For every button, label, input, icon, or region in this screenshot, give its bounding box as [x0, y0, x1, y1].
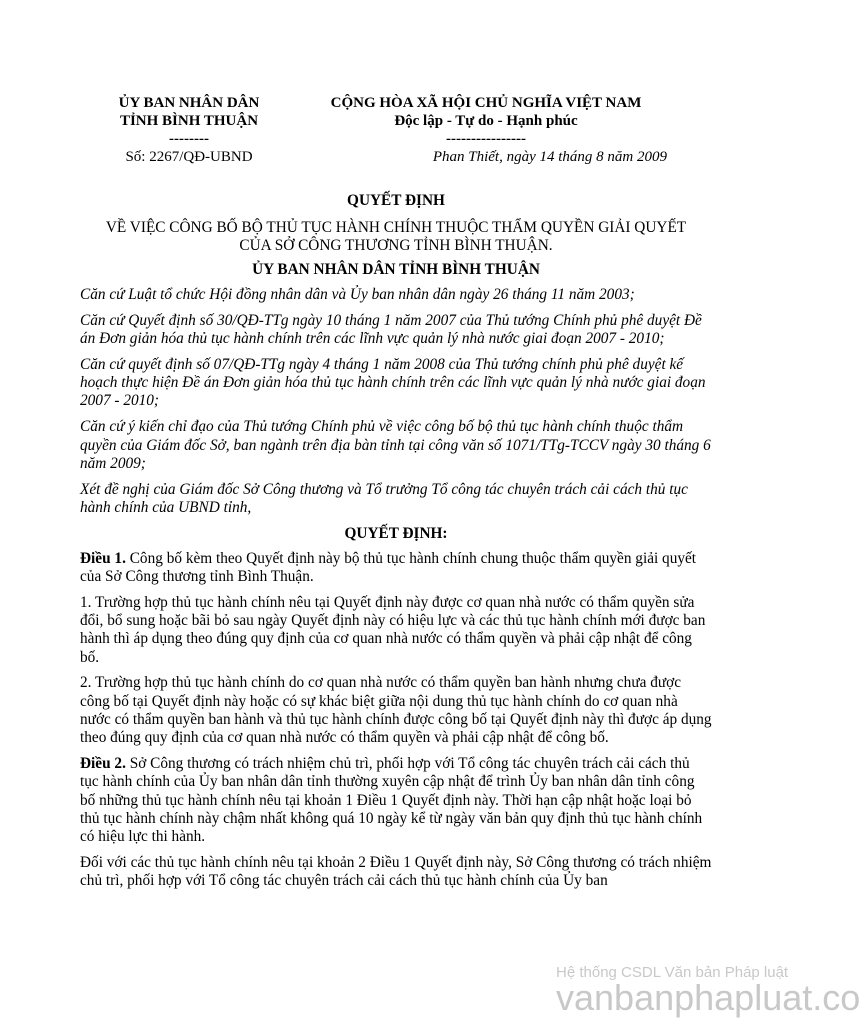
article-1	[80, 550, 712, 587]
document-body	[80, 286, 712, 898]
preamble-item: Căn cứ quyết định số 07/QĐ-TTg ngày 4 tháng 1 năm 2008 của Thủ tướng chính phủ phê duyệt kế hoạch thực hiện Đề án Đơn giản hóa thủ tục hành chính trên các lĩnh vực quản lý nhà nước giai đoạn 2007 - 2010;	[80, 355, 706, 410]
article-2-label: Điều 2.	[80, 755, 126, 773]
article-1-label: Điều 1.	[80, 549, 126, 567]
document-subject-line1: VỀ VIỆC CÔNG BỐ BỘ THỦ TỤC HÀNH CHÍNH THUỘC THẨM QUYỀN GIẢI QUYẾT	[105, 219, 687, 236]
preamble-item: Xét đề nghị của Giám đốc Sở Công thương và Tổ trưởng Tổ công tác chuyên trách cải cách thủ tục hành chính của UBND tỉnh,	[80, 480, 688, 516]
article-1-clause-1: 1. Trường hợp thủ tục hành chính nêu tại Quyết định này được cơ quan nhà nước có thẩm quyền sửa đổi, bổ sung hoặc bãi bỏ sau ngày Quyết định này có hiệu lực và các thủ tục hành chính mới được ban hành thì áp dụng theo đúng quy định của cơ quan nhà nước có thẩm quyền và phải cập nhật để công bố.	[80, 593, 706, 666]
article-1-clause-2: 2. Trường hợp thủ tục hành chính do cơ quan nhà nước có thẩm quyền ban hành nhưng chưa được công bố tại Quyết định này hoặc có sự khác biệt giữa nội dung thủ tục hành chính do cơ quan nhà nước có thẩm quyền ban hành và thủ tục hành chính được công bố tại Quyết định này thì được áp dụng theo đúng quy định của cơ quan nhà nước có thẩm quyền và phải cập nhật để công bố.	[80, 674, 712, 747]
document-subject	[80, 219, 712, 256]
national-header-block	[300, 94, 672, 166]
document-subject-line2: CỦA SỞ CÔNG THƯƠNG TỈNH BÌNH THUẬN.	[239, 237, 553, 255]
preamble-item: Căn cứ Quyết định số 30/QĐ-TTg ngày 10 tháng 1 năm 2007 của Thủ tướng Chính phủ phê duyệt Đề án Đơn giản hóa thủ tục hành chính trên các lĩnh vực quản lý nhà nước giai đoạn 2007 - 2010;	[80, 311, 702, 348]
authority-heading: ỦY BAN NHÂN DÂN TỈNH BÌNH THUẬN	[252, 261, 540, 278]
article-2-text: Sở Công thương có trách nhiệm chủ trì, phối hợp với Tổ công tác chuyên trách cải cách thủ tục hành chính của Ủy ban nhân dân tỉnh thường xuyên cập nhật để trình Ủy ban nhân dân tỉnh công bố những thủ tục hành chính nêu tại khoản 1 Điều 1 Quyết định này. Thời hạn cập nhật hoặc loại bỏ thủ tục hành chính này chậm nhất không quá 10 ngày kể từ ngày văn bản quy định thủ tục hành chính có hiệu lực thi hành.	[80, 755, 703, 846]
decision-heading: QUYẾT ĐỊNH:	[344, 525, 448, 543]
article-1-text: Công bố kèm theo Quyết định này bộ thủ tục hành chính chung thuộc thẩm quyền giải quyết của Sở Công thương tỉnh Bình Thuận.	[80, 549, 697, 585]
watermark-site: vanbanphapluat.co	[556, 977, 860, 1018]
issuing-authority-block	[100, 94, 278, 166]
issuing-authority-line1: ỦY BAN NHÂN DÂN	[118, 95, 260, 111]
preamble-item: Căn cứ Luật tổ chức Hội đồng nhân dân và Ủy ban nhân dân ngày 26 tháng 11 năm 2003;	[80, 286, 635, 303]
preamble-item: Căn cứ ý kiến chỉ đạo của Thủ tướng Chính phủ về việc công bố bộ thủ tục hành chính thuộc thẩm quyền của Giám đốc Sở, ban ngành trên địa bàn tỉnh tại công văn số 1071/TTg-TCCV ngày 30 tháng 6 năm 2009;	[80, 418, 711, 472]
article-2	[80, 755, 712, 846]
watermark-caption: Hệ thống CSDL Văn bản Pháp luật	[556, 964, 789, 981]
country-name: CỘNG HÒA XÃ HỘI CHỦ NGHĨA VIỆT NAM	[330, 95, 642, 111]
document-number: Số: 2267/QĐ-UBND	[125, 149, 253, 165]
document-type-title: QUYẾT ĐỊNH	[347, 192, 445, 209]
place-and-date: Phan Thiết, ngày 14 tháng 8 năm 2009	[432, 149, 667, 165]
header-right-separator: ----------------	[446, 131, 526, 147]
header-left-separator: --------	[169, 131, 209, 147]
issuing-authority-line2: TỈNH BÌNH THUẬN	[119, 113, 259, 129]
article-2-paragraph-2: Đối với các thủ tục hành chính nêu tại khoản 2 Điều 1 Quyết định này, Sở Công thương có trách nhiệm chủ trì, phối hợp với Tổ công tác chuyên trách cải cách thủ tục hành chính của Ủy ban	[80, 854, 712, 890]
national-motto: Độc lập - Tự do - Hạnh phúc	[394, 113, 578, 129]
